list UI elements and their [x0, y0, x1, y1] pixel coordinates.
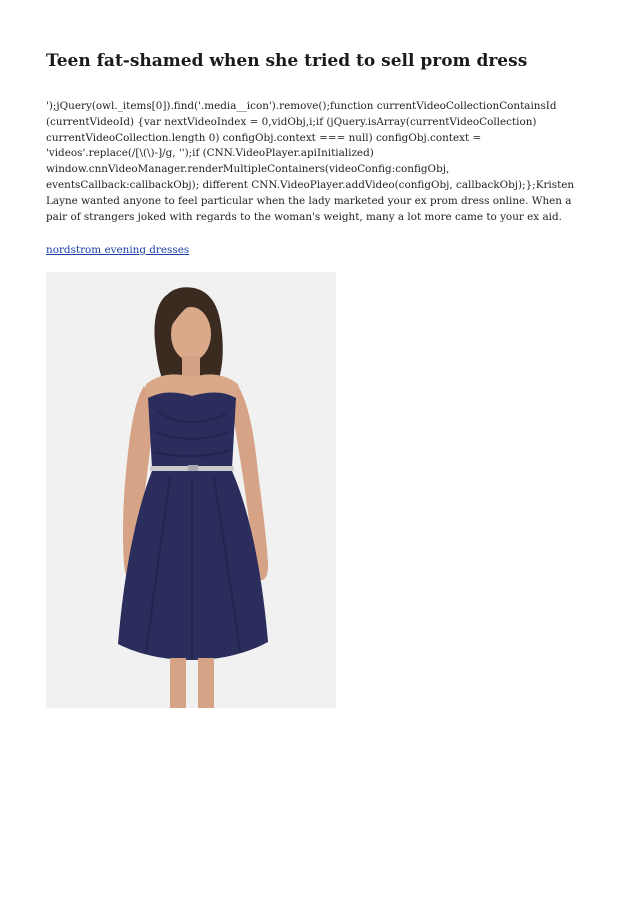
body-line: pair of strangers joked with regards to the woman's weight, many a lot more came to your ex aid. [46, 210, 562, 223]
page-title: Teen fat-shamed when she tried to sell prom dress [46, 51, 528, 71]
nordstrom-link[interactable]: nordstrom evening dresses [46, 244, 190, 256]
body-line: 'videos'.replace(/[\(\)-]/g, '');if (CNN.VideoPlayer.apiInitialized) [46, 147, 374, 160]
body-line: Layne wanted anyone to feel particular when the lady marketed your ex prom dress online. When a [46, 194, 572, 207]
body-line: eventsCallback:callbackObj); different CNN.VideoPlayer.addVideo(configObj, callbackObj);};Kristen [46, 178, 575, 191]
body-line: ');jQuery(owl._items[0]).find('.media__icon').remove();function currentVideoCollectionContainsId [46, 100, 557, 112]
body-line: (currentVideoId) {var nextVideoIndex = 0,vidObj,i;if (jQuery.isArray(currentVideoCollection) [46, 115, 537, 128]
dress-photo-illustration [46, 272, 336, 708]
body-line: currentVideoCollection.length 0) configObj.context === null) configObj.context = [46, 131, 482, 144]
article-body [46, 99, 594, 225]
body-line: window.cnnVideoManager.renderMultipleContainers(videoConfig:configObj, [46, 163, 450, 176]
dress-photo [46, 272, 336, 708]
